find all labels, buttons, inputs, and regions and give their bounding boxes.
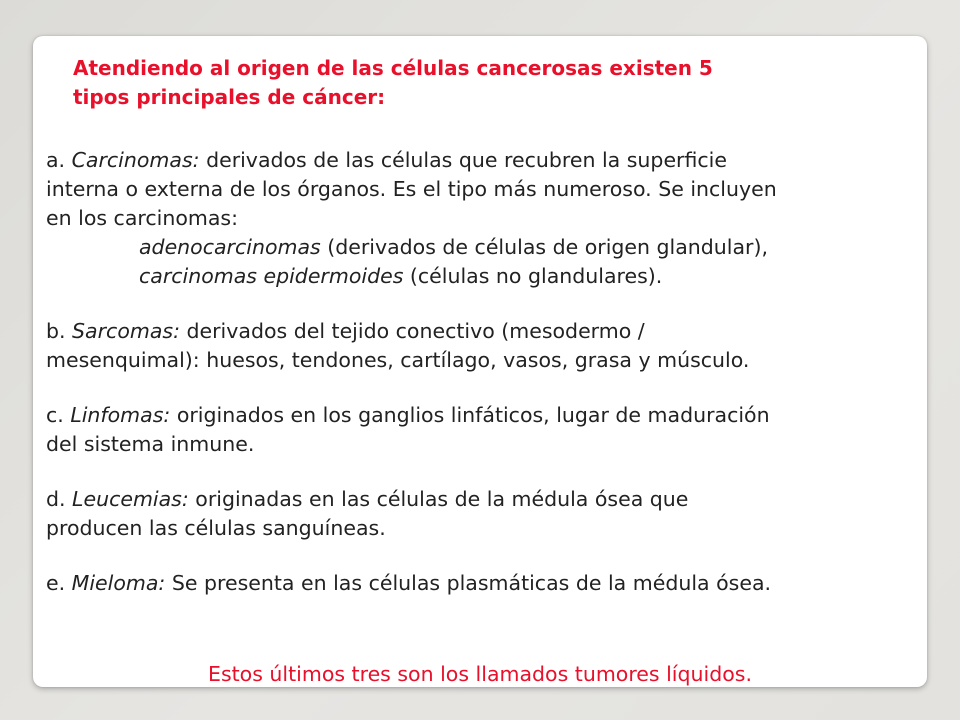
item-term: Sarcomas: [72,319,180,343]
item-prefix: a. [46,148,72,172]
footnote: Estos últimos tres son los llamados tumores líquidos. [208,662,752,686]
item-text: derivados del tejido conectivo (mesodermo / [179,319,645,343]
item-linfomas [46,401,926,459]
item-mieloma [46,569,926,598]
item-leucemias [46,485,926,543]
subtype-adenocarcinomas [46,233,926,262]
subtype-text: (derivados de células de origen glandular), [320,235,768,259]
item-prefix: c. [46,403,71,427]
heading-line-1: Atendiendo al origen de las células cancerosas existen 5 [73,56,713,80]
item-text: del sistema inmune. [46,432,255,456]
heading-line-2: tipos principales de cáncer: [73,85,386,109]
item-sarcomas [46,317,926,375]
item-text: interna o externa de los órganos. Es el tipo más numeroso. Se incluyen [46,177,777,201]
item-text: mesenquimal): huesos, tendones, cartílago, vasos, grasa y músculo. [46,348,750,372]
item-text: Se presenta en las células plasmáticas de la médula ósea. [165,571,772,595]
item-term: Linfomas: [70,403,171,427]
subtype-term: adenocarcinomas [139,235,321,259]
item-carcinomas [46,146,926,291]
subtype-text: (células no glandulares). [403,264,663,288]
item-prefix: d. [46,487,73,511]
item-text: originados en los ganglios linfáticos, lugar de maduración [170,403,770,427]
subtype-term: carcinomas epidermoides [139,264,404,288]
item-prefix: b. [46,319,73,343]
item-term: Carcinomas: [71,148,200,172]
cancer-types-list [46,146,926,624]
item-text: producen las células sanguíneas. [46,516,386,540]
slide-heading [73,54,853,112]
subtype-carcinomas-epidermoides [46,262,926,291]
item-term: Leucemias: [72,487,189,511]
item-term: Mieloma: [71,571,166,595]
item-text: en los carcinomas: [46,206,238,230]
item-text: originadas en las células de la médula ósea que [188,487,689,511]
item-text: derivados de las células que recubren la superficie [199,148,727,172]
item-prefix: e. [46,571,72,595]
